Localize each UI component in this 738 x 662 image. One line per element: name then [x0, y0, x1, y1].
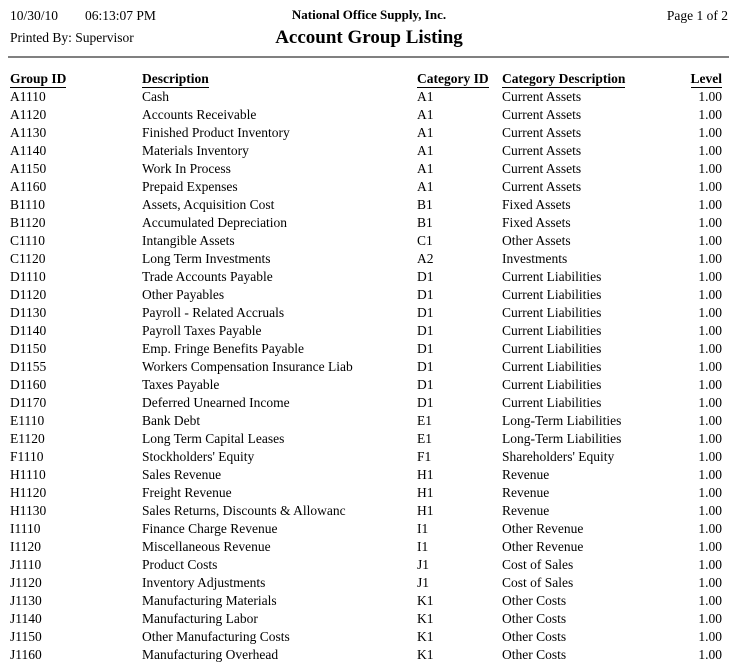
cell-category-id: A1 [417, 143, 434, 158]
table-row [0, 592, 738, 610]
table-row [0, 538, 738, 556]
cell-description: Bank Debt [142, 413, 201, 428]
cell-level: 1.00 [698, 359, 722, 374]
table-row [0, 142, 738, 160]
cell-level: 1.00 [698, 341, 722, 356]
cell-category-id: D1 [417, 395, 434, 410]
cell-level: 1.00 [698, 539, 722, 554]
table-row [0, 646, 738, 662]
cell-group-id: J1130 [10, 593, 42, 608]
report-time: 06:13:07 PM [85, 8, 156, 23]
table-row [0, 376, 738, 394]
table-row [0, 556, 738, 574]
cell-group-id: E1120 [10, 431, 45, 446]
cell-group-id: C1120 [10, 251, 46, 266]
column-header-level: Level [690, 71, 722, 86]
cell-category-description: Long-Term Liabilities [502, 413, 622, 428]
cell-category-description: Current Assets [502, 89, 582, 104]
cell-category-id: A1 [417, 179, 434, 194]
table-header [0, 70, 738, 88]
cell-category-description: Current Liabilities [502, 323, 602, 338]
cell-group-id: D1140 [10, 323, 47, 338]
cell-description: Long Term Investments [142, 251, 271, 266]
cell-level: 1.00 [698, 107, 722, 122]
cell-category-description: Revenue [502, 467, 550, 482]
cell-level: 1.00 [698, 161, 722, 176]
cell-description: Emp. Fringe Benefits Payable [142, 341, 304, 356]
cell-description: Trade Accounts Payable [142, 269, 273, 284]
cell-category-description: Shareholders' Equity [502, 449, 615, 464]
cell-group-id: I1120 [10, 539, 41, 554]
table-body [0, 88, 738, 662]
cell-category-description: Cost of Sales [502, 575, 574, 590]
cell-description: Manufacturing Materials [142, 593, 277, 608]
cell-category-description: Current Liabilities [502, 305, 602, 320]
cell-group-id: D1120 [10, 287, 47, 302]
cell-category-id: J1 [417, 575, 430, 590]
report-title: Account Group Listing [275, 27, 463, 48]
page-number: Page 1 of 2 [666, 8, 728, 23]
column-header-category-id: Category ID [417, 71, 489, 86]
header-divider [8, 56, 729, 58]
cell-category-id: D1 [417, 269, 434, 284]
cell-description: Freight Revenue [142, 485, 232, 500]
cell-category-description: Revenue [502, 503, 550, 518]
cell-category-description: Current Assets [502, 179, 582, 194]
cell-category-id: D1 [417, 341, 434, 356]
cell-description: Payroll - Related Accruals [142, 305, 285, 320]
cell-group-id: J1140 [10, 611, 42, 626]
cell-description: Accumulated Depreciation [142, 215, 288, 230]
cell-category-id: I1 [417, 539, 429, 554]
column-header-group-id: Group ID [10, 71, 67, 86]
cell-level: 1.00 [698, 467, 722, 482]
cell-level: 1.00 [698, 521, 722, 536]
cell-description: Assets, Acquisition Cost [142, 197, 275, 212]
cell-category-description: Current Assets [502, 125, 582, 140]
cell-category-id: F1 [417, 449, 432, 464]
cell-level: 1.00 [698, 89, 722, 104]
cell-group-id: J1120 [10, 575, 42, 590]
cell-category-id: H1 [417, 485, 434, 500]
table-row [0, 88, 738, 106]
cell-category-description: Other Costs [502, 647, 567, 662]
cell-description: Other Manufacturing Costs [142, 629, 290, 644]
cell-group-id: A1120 [10, 107, 47, 122]
table-row [0, 232, 738, 250]
cell-description: Inventory Adjustments [142, 575, 266, 590]
cell-category-description: Long-Term Liabilities [502, 431, 622, 446]
cell-category-description: Other Revenue [502, 539, 584, 554]
cell-description: Cash [142, 89, 169, 104]
cell-category-description: Other Costs [502, 611, 567, 626]
cell-category-description: Investments [502, 251, 568, 266]
cell-category-description: Other Revenue [502, 521, 584, 536]
company-name: National Office Supply, Inc. [291, 7, 447, 22]
cell-category-id: B1 [417, 197, 433, 212]
cell-description: Payroll Taxes Payable [142, 323, 262, 338]
cell-group-id: B1120 [10, 215, 46, 230]
cell-description: Finished Product Inventory [142, 125, 290, 140]
column-header-category-description: Category Description [502, 71, 626, 86]
cell-level: 1.00 [698, 593, 722, 608]
cell-level: 1.00 [698, 485, 722, 500]
cell-level: 1.00 [698, 431, 722, 446]
cell-description: Other Payables [142, 287, 225, 302]
cell-level: 1.00 [698, 179, 722, 194]
table-row [0, 466, 738, 484]
table-row [0, 214, 738, 232]
cell-description: Finance Charge Revenue [142, 521, 278, 536]
table-row [0, 160, 738, 178]
cell-category-description: Current Liabilities [502, 269, 602, 284]
cell-group-id: A1160 [10, 179, 47, 194]
cell-category-id: E1 [417, 413, 432, 428]
table-row [0, 448, 738, 466]
cell-description: Stockholders' Equity [142, 449, 255, 464]
cell-category-description: Current Liabilities [502, 359, 602, 374]
table-row [0, 358, 738, 376]
cell-category-id: A2 [417, 251, 434, 266]
cell-level: 1.00 [698, 629, 722, 644]
cell-group-id: A1130 [10, 125, 47, 140]
cell-description: Work In Process [142, 161, 231, 176]
cell-category-description: Current Liabilities [502, 377, 602, 392]
cell-level: 1.00 [698, 305, 722, 320]
table-row [0, 322, 738, 340]
cell-group-id: H1110 [10, 467, 46, 482]
cell-category-id: K1 [417, 647, 434, 662]
table-row [0, 502, 738, 520]
cell-description: Sales Revenue [142, 467, 222, 482]
table-row [0, 394, 738, 412]
cell-category-id: A1 [417, 89, 434, 104]
cell-level: 1.00 [698, 395, 722, 410]
table-row [0, 124, 738, 142]
cell-level: 1.00 [698, 215, 722, 230]
cell-level: 1.00 [698, 233, 722, 248]
cell-group-id: H1130 [10, 503, 47, 518]
cell-level: 1.00 [698, 269, 722, 284]
cell-group-id: D1150 [10, 341, 47, 356]
cell-level: 1.00 [698, 449, 722, 464]
cell-description: Deferred Unearned Income [142, 395, 290, 410]
cell-category-id: B1 [417, 215, 433, 230]
table-row [0, 430, 738, 448]
cell-description: Miscellaneous Revenue [142, 539, 271, 554]
table-row [0, 178, 738, 196]
cell-category-id: J1 [417, 557, 430, 572]
table-row [0, 574, 738, 592]
cell-category-id: D1 [417, 359, 434, 374]
cell-category-id: C1 [417, 233, 433, 248]
table-row [0, 106, 738, 124]
cell-level: 1.00 [698, 503, 722, 518]
cell-category-description: Revenue [502, 485, 550, 500]
cell-category-id: A1 [417, 107, 434, 122]
cell-category-id: H1 [417, 467, 434, 482]
cell-group-id: I1110 [10, 521, 41, 536]
cell-description: Manufacturing Labor [142, 611, 258, 626]
cell-level: 1.00 [698, 125, 722, 140]
cell-group-id: A1110 [10, 89, 46, 104]
cell-level: 1.00 [698, 323, 722, 338]
cell-description: Long Term Capital Leases [142, 431, 285, 446]
cell-group-id: C1110 [10, 233, 46, 248]
report-header [0, 0, 738, 58]
cell-category-description: Current Liabilities [502, 341, 602, 356]
cell-category-id: D1 [417, 323, 434, 338]
cell-description: Product Costs [142, 557, 218, 572]
cell-group-id: F1110 [10, 449, 44, 464]
cell-category-description: Current Liabilities [502, 287, 602, 302]
cell-description: Sales Returns, Discounts & Allowanc [142, 503, 346, 518]
cell-group-id: D1155 [10, 359, 47, 374]
cell-group-id: H1120 [10, 485, 47, 500]
cell-category-id: D1 [417, 305, 434, 320]
cell-level: 1.00 [698, 251, 722, 266]
cell-category-description: Other Costs [502, 593, 567, 608]
cell-description: Taxes Payable [142, 377, 220, 392]
cell-category-id: K1 [417, 593, 434, 608]
cell-level: 1.00 [698, 611, 722, 626]
cell-category-description: Cost of Sales [502, 557, 574, 572]
cell-group-id: D1130 [10, 305, 47, 320]
column-header-description: Description [142, 71, 209, 86]
cell-level: 1.00 [698, 287, 722, 302]
cell-level: 1.00 [698, 575, 722, 590]
table-row [0, 304, 738, 322]
cell-category-id: K1 [417, 629, 434, 644]
cell-category-id: D1 [417, 377, 434, 392]
cell-level: 1.00 [698, 557, 722, 572]
cell-group-id: J1110 [10, 557, 42, 572]
cell-category-description: Current Assets [502, 161, 582, 176]
cell-category-description: Current Assets [502, 143, 582, 158]
cell-group-id: D1110 [10, 269, 46, 284]
cell-group-id: A1140 [10, 143, 47, 158]
table-row [0, 412, 738, 430]
table-row [0, 250, 738, 268]
printed-by: Printed By: Supervisor [10, 30, 134, 45]
cell-group-id: A1150 [10, 161, 47, 176]
cell-group-id: D1160 [10, 377, 47, 392]
table-row [0, 268, 738, 286]
cell-category-description: Other Assets [502, 233, 571, 248]
table-row [0, 484, 738, 502]
cell-group-id: D1170 [10, 395, 47, 410]
cell-category-description: Current Liabilities [502, 395, 602, 410]
cell-group-id: J1150 [10, 629, 42, 644]
table-row [0, 286, 738, 304]
table-row [0, 628, 738, 646]
cell-category-id: K1 [417, 611, 434, 626]
cell-level: 1.00 [698, 413, 722, 428]
cell-description: Workers Compensation Insurance Liab [142, 359, 353, 374]
cell-description: Prepaid Expenses [142, 179, 238, 194]
cell-category-description: Current Assets [502, 107, 582, 122]
cell-group-id: E1110 [10, 413, 45, 428]
report-date: 10/30/10 [10, 8, 59, 23]
cell-description: Materials Inventory [142, 143, 249, 158]
cell-level: 1.00 [698, 197, 722, 212]
cell-group-id: B1110 [10, 197, 46, 212]
cell-category-id: H1 [417, 503, 434, 518]
cell-level: 1.00 [698, 143, 722, 158]
cell-category-id: E1 [417, 431, 432, 446]
cell-category-id: A1 [417, 161, 434, 176]
table-row [0, 340, 738, 358]
cell-category-id: A1 [417, 125, 434, 140]
cell-description: Manufacturing Overhead [142, 647, 279, 662]
cell-level: 1.00 [698, 377, 722, 392]
table-row [0, 196, 738, 214]
table-row [0, 610, 738, 628]
cell-category-description: Fixed Assets [502, 197, 571, 212]
cell-description: Accounts Receivable [142, 107, 257, 122]
cell-category-description: Fixed Assets [502, 215, 571, 230]
cell-description: Intangible Assets [142, 233, 235, 248]
cell-category-description: Other Costs [502, 629, 567, 644]
cell-level: 1.00 [698, 647, 722, 662]
cell-category-id: D1 [417, 287, 434, 302]
cell-group-id: J1160 [10, 647, 42, 662]
table-row [0, 520, 738, 538]
cell-category-id: I1 [417, 521, 429, 536]
